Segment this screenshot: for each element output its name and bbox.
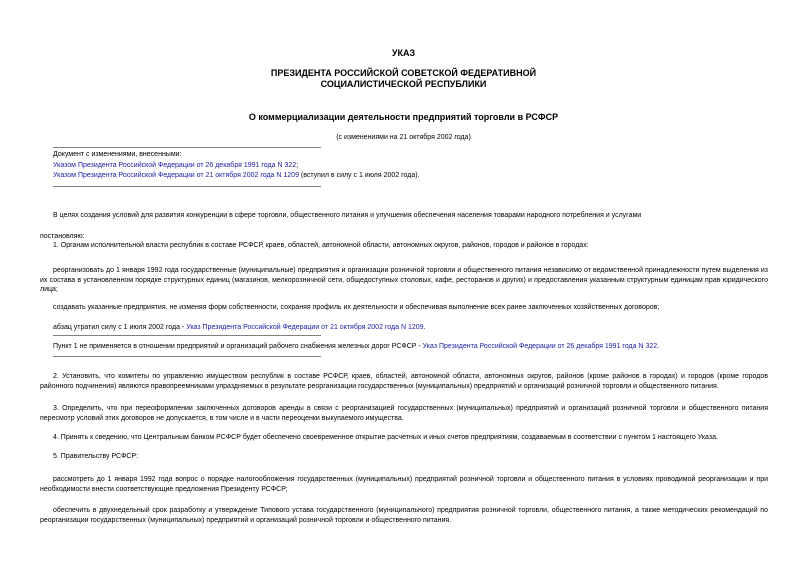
paragraph-1c: абзац утратил силу с 1 июля 2002 года - Указ Президента Российской Федерации от 21 октября 2002 года N 1209. bbox=[53, 324, 426, 331]
note-top-divider bbox=[53, 335, 321, 336]
note-bottom-divider bbox=[53, 356, 321, 357]
amendments-top-divider bbox=[53, 147, 321, 148]
paragraph-5a: рассмотреть до 1 января 1992 года вопрос о порядке налогообложения государственных (муниципальных) предприятий розничной торговли и общественного питания в условиях проводимой реорганизации и при необходимости внести соответствующие предложения Президенту РСФСР; bbox=[40, 476, 768, 493]
paragraph-3: 3. Определить, что при переоформлении заключенных договоров аренды в связи с реорганизацией государственных (муниципальных) предприятий и организаций розничной торговли и общественного питания пересмотр условий этих договоров не допускается, в том числе и в части переоценки выкупаемого имущества. bbox=[40, 405, 768, 422]
note-link[interactable]: Указ Президента Российской Федерации от 26 декабря 1991 года N 322 bbox=[422, 343, 658, 350]
amendments-bottom-divider bbox=[53, 186, 321, 187]
paragraph-2: 2. Установить, что комитеты по управлению имуществом республик в составе РСФСР, краев, областей, автономной области, автономных округов, районов (кроме районов в городах) и городов (кроме городов районного подчинения) являются правопреемниками упраздняемых в результате реорганизации государственных (муниципальных) предприятий и организаций розничной торговли и общественного питания. bbox=[40, 373, 768, 390]
preamble-paragraph: В целях создания условий для развития конкуренции в сфере торговли, общественного питания и улучшения обеспечения населения товарами народного потребления и услугами bbox=[53, 212, 642, 219]
paragraph-1: 1. Органам исполнительной власти республик в составе РСФСР, краев, областей, автономной области, автономных округов, районов, городов и районов в городах: bbox=[53, 242, 589, 249]
issuer-heading bbox=[0, 68, 807, 90]
paragraph-1a: реорганизовать до 1 января 1992 года государственные (муниципальные) предприятия и организации розничной торговли и общественного питания независимо от ведомственной принадлежности путем выделения из их состава в установленном порядке структурных единиц (магазинов, мелкорозничной сети, общедоступных столовых, кафе, ресторанов и других) и предоставления указанным структурным единицам прав юридического лица; bbox=[40, 267, 768, 294]
amendment-link-1[interactable]: Указом Президента Российской Федерации от 26 декабря 1991 года N 322 bbox=[53, 161, 297, 169]
document-subject: О коммерциализации деятельности предприятий торговли в РСФСР bbox=[248, 112, 559, 122]
paragraph-4: 4. Принять к сведению, что Центральным банком РСФСР будет обеспечено своевременное открытие расчетных и иных счетов предприятиям, создаваемым в соответствии с пунктом 1 настоящего Указа. bbox=[53, 434, 718, 441]
paragraph-5b: обеспечить в двухнедельный срок разработку и утверждение Типового устава государственного (муниципального) предприятия розничной торговли, общественного питания, а также методических рекомендаций по реорганизации государственных (муниципальных) предприятий и организаций розничной торговли и общественного питания. bbox=[40, 507, 768, 524]
paragraph-5: 5. Правительству РСФСР: bbox=[53, 453, 138, 460]
amendments-block bbox=[53, 150, 768, 182]
amendment-item-2: Указом Президента Российской Федерации от 21 октября 2002 года N 1209 (вступил в силу с 1 июля 2002 года). bbox=[53, 172, 420, 179]
issuer-line-2: СОЦИАЛИСТИЧЕСКОЙ РЕСПУБЛИКИ bbox=[320, 79, 487, 89]
doc-type-title: УКАЗ bbox=[391, 48, 416, 58]
decree-word: постановляю: bbox=[40, 233, 85, 240]
paragraph-1b: создавать указанные предприятия, не изменяя форм собственности, сохраняя профиль их деятельности и обеспечивая выполнение всех ранее заключенных хозяйственных договоров; bbox=[53, 304, 660, 311]
amendment-item-1: Указом Президента Российской Федерации от 26 декабря 1991 года N 322; bbox=[53, 161, 299, 169]
note-paragraph: Пункт 1 не применяется в отношении предприятий и организаций рабочего снабжения железных дорог РСФСР - Указ Президента Российской Федерации от 26 декабря 1991 года N 322. bbox=[53, 343, 660, 350]
amendment-link-2[interactable]: Указом Президента Российской Федерации от 21 октября 2002 года N 1209 bbox=[53, 172, 299, 179]
repeal-link[interactable]: Указ Президента Российской Федерации от 21 октября 2002 года N 1209 bbox=[186, 324, 424, 331]
changes-note: (с изменениями на 21 октября 2002 года) bbox=[336, 134, 471, 141]
issuer-line-1: ПРЕЗИДЕНТА РОССИЙСКОЙ СОВЕТСКОЙ ФЕДЕРАТИВНОЙ bbox=[270, 68, 537, 78]
amendments-intro: Документ с изменениями, внесенными: bbox=[53, 151, 182, 158]
